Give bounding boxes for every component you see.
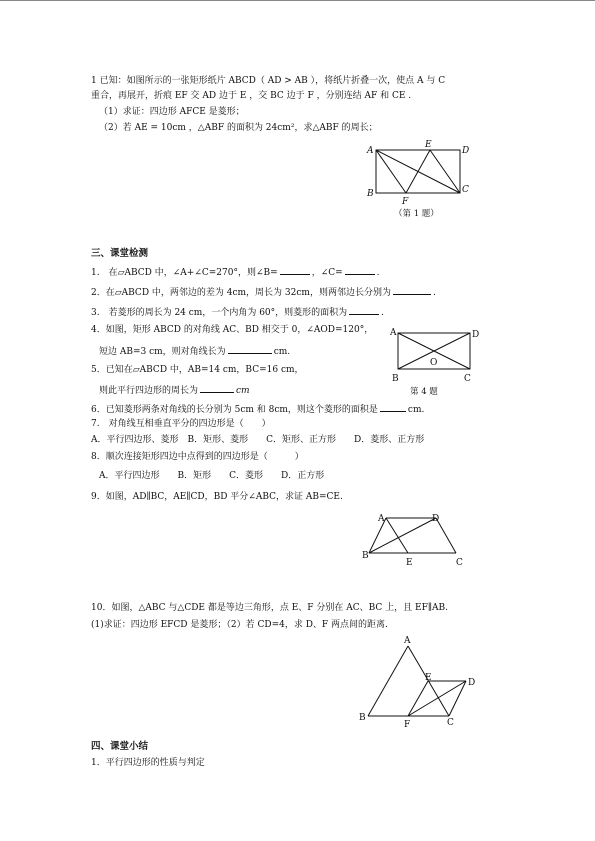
- figure-10-triangles: [358, 636, 483, 728]
- fig1-caption: （第 1 题）: [394, 209, 439, 219]
- q4-blank[interactable]: [228, 344, 272, 354]
- q5-line1: 5．已知在▱ABCD 中，AB=14 cm，BC=16 cm，: [91, 365, 304, 375]
- figure-4-rectangle: [390, 326, 480, 386]
- fig4-label-d: D: [472, 330, 480, 340]
- figure-9-trapezoid: [358, 508, 468, 570]
- q8-options: A．平行四边形 B．矩形 C．菱形 D．正方形: [99, 471, 325, 481]
- fig4-caption: 第 4 题: [410, 387, 438, 397]
- q1-mid: ，∠C=: [311, 268, 343, 278]
- q1-pre: 1. 在▱ABCD 中，∠A+∠C=270°，则∠B=: [91, 268, 278, 278]
- fig4-label-b: B: [392, 374, 399, 384]
- q7-options: A．平行四边形、菱形 B．矩形、菱形 C．矩形、正方形 D．菱形、正方形: [91, 435, 425, 445]
- fig10-label-c: C: [447, 718, 454, 728]
- fig9-label-c: C: [456, 558, 463, 568]
- fig10-label-e: E: [425, 673, 432, 683]
- p1-part2: （2）若 AE = 10cm ，△ABF 的面积为 24cm²，求△ABF 的周长；: [99, 123, 378, 133]
- fig10-label-d: D: [468, 678, 476, 688]
- fig4-label-c: C: [464, 374, 471, 384]
- q7-stem: 7. 对角线互相垂直平分的四边形是（ ）: [91, 419, 271, 429]
- q2-pre: 2．在▱ABCD 中，两邻边的差为 4cm，周长为 32cm，则两邻边长分别为: [91, 288, 391, 298]
- q2-post: .: [432, 288, 436, 298]
- section4-item1: 1．平行四边形的性质与判定: [91, 758, 205, 768]
- fig1-label-a: A: [367, 146, 374, 156]
- fig9-label-e: E: [406, 558, 413, 568]
- q1: [91, 265, 380, 279]
- fig4-label-a: A: [390, 328, 397, 338]
- q10-line1: 10．如图，△ABC 与△CDE 都是等边三角形，点 E、F 分别在 AC、BC 上，且 EF∥AB.: [91, 603, 448, 613]
- q4-line2: [99, 344, 290, 358]
- q2-blank[interactable]: [393, 285, 431, 295]
- q5-post: cm: [236, 386, 250, 396]
- fig10-label-f: F: [404, 720, 411, 730]
- q10-line2: (1)求证：四边形 EFCD 是菱形；（2）若 CD=4，求 D、F 两点间的距离.: [91, 620, 388, 630]
- figure-1-rectangle: [360, 140, 470, 210]
- q5-blank[interactable]: [200, 383, 234, 393]
- fig4-label-o: O: [430, 358, 438, 368]
- q6: [91, 402, 424, 416]
- q3-blank[interactable]: [349, 305, 379, 315]
- p1-part1: （1）求证：四边形 AFCE 是菱形；: [99, 107, 245, 117]
- q8-stem: 8．顺次连接矩形四边中点得到的四边形是（ ）: [91, 452, 304, 462]
- p1-line2: 重合，再展开，折痕 EF 交 AD 边于 E ，交 BC 边于 F ，分别连结 AF 和 CE .: [91, 91, 412, 101]
- q6-post: cm.: [407, 405, 425, 415]
- section4-title: 四、课堂小结: [91, 741, 149, 752]
- q4-line1: 4．如图，矩形 ABCD 的对角线 AC、BD 相交于 0，∠AOD=120°，: [91, 325, 374, 335]
- q4-pre: 短边 AB=3 cm，则对角线长为: [99, 347, 226, 357]
- q3-pre: 3. 若菱形的周长为 24 cm，一个内角为 60°，则菱形的面积为: [91, 308, 348, 318]
- fig1-label-f: F: [402, 197, 409, 207]
- q6-pre: 6．已知菱形两条对角线的长分别为 5cm 和 8cm，则这个菱形的面积是: [91, 405, 378, 415]
- fig10-label-b: B: [359, 713, 366, 723]
- q9-stem: 9．如图，AD∥BC，AE∥CD，BD 平分∠ABC，求证 AB=CE.: [91, 492, 343, 502]
- q6-blank[interactable]: [380, 402, 406, 412]
- fig9-label-d: D: [432, 514, 440, 524]
- fig9-label-b: B: [362, 551, 369, 561]
- q1-blank-b[interactable]: [280, 265, 310, 275]
- fig1-label-e: E: [425, 140, 432, 150]
- q3-post: .: [381, 308, 385, 318]
- q4-post: cm.: [273, 347, 291, 357]
- q5-pre: 则此平行四边形的周长为: [99, 386, 199, 396]
- q1-post: .: [376, 268, 380, 278]
- fig1-label-c: C: [462, 185, 469, 195]
- fig10-label-a: A: [404, 636, 411, 646]
- fig9-label-a: A: [378, 514, 385, 524]
- fig1-label-d: D: [462, 146, 470, 156]
- fig1-label-b: B: [367, 189, 374, 199]
- q3: [91, 305, 384, 319]
- section3-title: 三、课堂检测: [91, 248, 149, 259]
- p1-line1: 1 已知：如图所示的一张矩形纸片 ABCD（ AD > AB ），将纸片折叠一次，使点 A 与 C: [91, 76, 446, 86]
- q1-blank-c[interactable]: [345, 265, 375, 275]
- header-rule: [0, 0, 595, 1]
- q2: [91, 285, 436, 299]
- q5-line2: [99, 383, 250, 397]
